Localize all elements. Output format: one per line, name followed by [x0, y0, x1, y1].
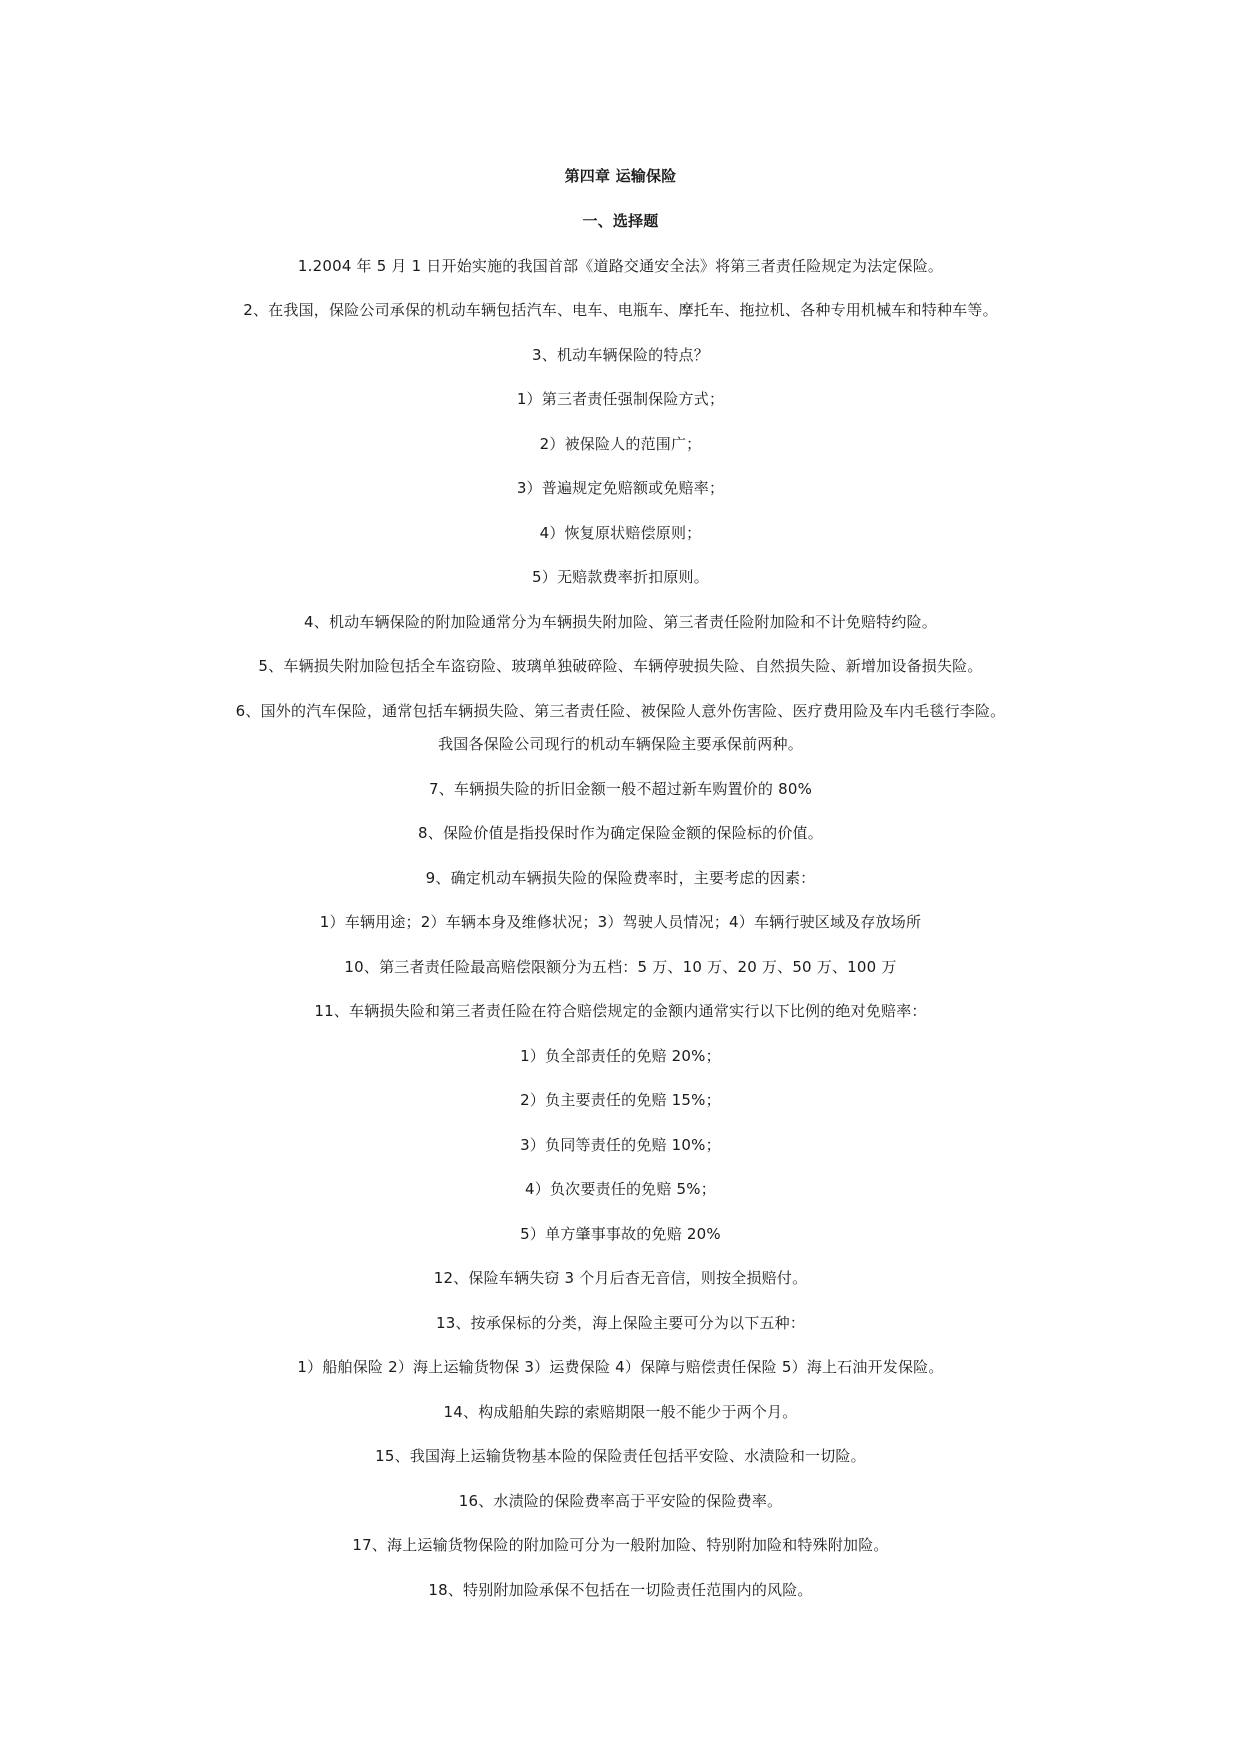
question-11: 11、车辆损失险和第三者责任险在符合赔偿规定的金额内通常实行以下比例的绝对免赔率：: [314, 1002, 927, 1020]
question-13-items: 1）船舶保险 2）海上运输货物保 3）运费保险 4）保障与赔偿责任保险 5）海上石油开发保险。: [297, 1358, 944, 1376]
question-8: 8、保险价值是指投保时作为确定保险金额的保险标的价值。: [418, 824, 823, 842]
section-title: 一、选择题: [582, 212, 659, 230]
question-12: 12、保险车辆失窃 3 个月后杳无音信，则按全损赔付。: [433, 1269, 808, 1287]
question-2: 2、在我国，保险公司承保的机动车辆包括汽车、电车、电瓶车、摩托车、拖拉机、各种专用机械车和特种车等。: [243, 301, 998, 319]
question-6-continued: 我国各保险公司现行的机动车辆保险主要承保前两种。: [438, 735, 803, 753]
question-11-item-3: 3）负同等责任的免赔 10%；: [520, 1136, 721, 1154]
question-15: 15、我国海上运输货物基本险的保险责任包括平安险、水渍险和一切险。: [375, 1447, 866, 1465]
question-11-item-5: 5）单方肇事事故的免赔 20%: [520, 1225, 721, 1243]
question-9-items: 1）车辆用途；2）车辆本身及维修状况；3）驾驶人员情况；4）车辆行驶区域及存放场所: [319, 913, 922, 931]
question-3-item-3: 3）普遍规定免赔额或免赔率；: [516, 479, 725, 497]
question-7: 7、车辆损失险的折旧金额一般不超过新车购置价的 80%: [428, 780, 813, 798]
question-13: 13、按承保标的分类，海上保险主要可分为以下五种：: [435, 1314, 806, 1332]
question-3-item-2: 2）被保险人的范围广；: [539, 435, 702, 453]
question-4: 4、机动车辆保险的附加险通常分为车辆损失附加险、第三者责任险附加险和不计免赔特约险。: [304, 613, 937, 631]
question-18: 18、特别附加险承保不包括在一切险责任范围内的风险。: [428, 1581, 813, 1599]
question-14: 14、构成船舶失踪的索赔期限一般不能少于两个月。: [443, 1403, 798, 1421]
question-9: 9、确定机动车辆损失险的保险费率时，主要考虑的因素：: [425, 869, 816, 887]
question-3-item-4: 4）恢复原状赔偿原则；: [539, 524, 702, 542]
question-3-item-5: 5）无赔款费率折扣原则。: [532, 568, 709, 586]
question-17: 17、海上运输货物保险的附加险可分为一般附加险、特别附加险和特殊附加险。: [352, 1536, 889, 1554]
question-6: 6、国外的汽车保险，通常包括车辆损失险、第三者责任险、被保险人意外伤害险、医疗费用险及车内毛毯行李险。: [235, 702, 1006, 720]
chapter-title: 第四章 运输保险: [564, 167, 677, 185]
question-11-item-1: 1）负全部责任的免赔 20%；: [520, 1047, 721, 1065]
question-1: 1.2004 年 5 月 1 日开始实施的我国首部《道路交通安全法》将第三者责任险规定为法定保险。: [297, 257, 944, 275]
question-11-item-4: 4）负次要责任的免赔 5%；: [525, 1180, 716, 1198]
question-11-item-2: 2）负主要责任的免赔 15%；: [520, 1091, 721, 1109]
question-5: 5、车辆损失附加险包括全车盗窃险、玻璃单独破碎险、车辆停驶损失险、自然损失险、新增加设备损失险。: [258, 657, 983, 675]
question-3: 3、机动车辆保险的特点？: [532, 346, 709, 364]
question-16: 16、水渍险的保险费率高于平安险的保险费率。: [458, 1492, 783, 1510]
question-3-item-1: 1）第三者责任强制保险方式；: [516, 390, 725, 408]
question-10: 10、第三者责任险最高赔偿限额分为五档：5 万、10 万、20 万、50 万、100 万: [344, 958, 897, 976]
